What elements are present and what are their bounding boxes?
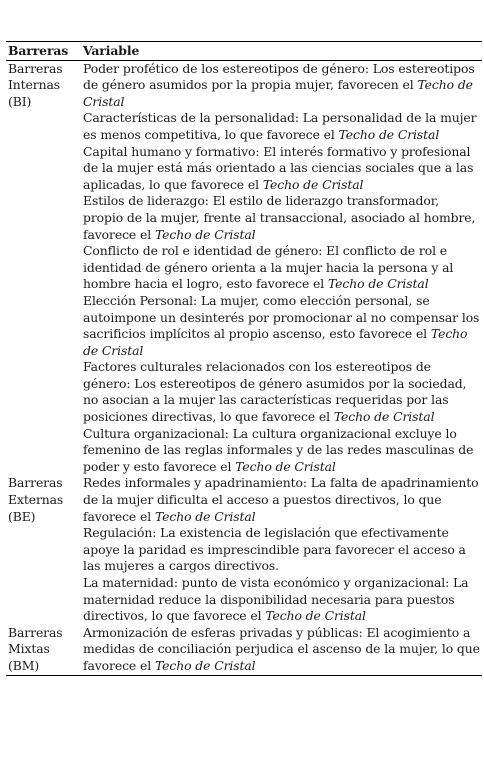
table-header [6,42,482,61]
techo-de-cristal-emphasis: Techo de Cristal [154,657,256,673]
techo-de-cristal-emphasis: Techo de Cristal [338,126,440,142]
variable-description [81,426,482,476]
variable-description [81,193,482,243]
variable-text: Elección Personal: La mujer, como elección personal, se autoimpone un desinterés por promocionar al no compensar los sacrificios implícitos al propio ascenso, esto favorece el [83,292,480,342]
variable-text: Conflicto de rol e identidad de género: El conflicto de rol e identidad de género orienta a la mujer hacia la persona y al hombre hacia el logro, esto favorece el [83,243,454,292]
variable-text: Poder profético de los estereotipos de género: Los estereotipos de género asumidos por la propia mujer, favorecen el [83,60,475,93]
variable-description [81,60,482,110]
techo-de-cristal-emphasis: Techo de Cristal [83,77,473,109]
variable-description [81,575,482,625]
techo-de-cristal-emphasis: Techo de Cristal [83,326,468,358]
variable-text: Características de la personalidad: La personalidad de la mujer es menos competitiva, lo que favorece el [83,110,477,142]
header-row [6,42,482,61]
variable-text: Cultura organizacional: La cultura organizacional excluye lo femenino de las reglas informales y de las redes masculinas de poder y esto favorece el [83,425,474,474]
variable-text: Estilos de liderazgo: El estilo de liderazgo transformador, propio de la mujer, frente al transaccional, asociado al hombre, favorece el [83,193,476,242]
variable-text: La maternidad: punto de vista económico y organizacional: La maternidad reduce la disponibilidad necesaria para puestos directivos, lo que favorece el [83,575,469,624]
techo-de-cristal-emphasis: Techo de Cristal [154,226,256,242]
table-row [6,475,482,525]
variable-description [81,475,482,525]
variable-description [81,625,482,675]
variable-description [81,293,482,359]
variable-description [81,359,482,425]
variable-text: Regulación: La existencia de legislación que efectivamente apoye la paridad es imprescindible para favorecer el acceso a las mujeres a cargos directivos. [83,525,466,574]
techo-de-cristal-emphasis: Techo de Cristal [262,176,364,192]
header-variable: Variable [83,43,140,58]
variable-description [81,525,482,575]
variable-text: Redes informales y apadrinamiento: La falta de apadrinamiento de la mujer dificulta el acceso a puestos directivos, lo que favorece el [83,475,479,524]
techo-de-cristal-emphasis: Techo de Cristal [265,608,366,624]
techo-de-cristal-emphasis: Techo de Cristal [333,409,435,425]
techo-de-cristal-emphasis: Techo de Cristal [327,276,429,292]
table-row [6,60,482,110]
barrier-category: Barreras Externas (BE) [8,475,64,524]
variable-text: Armonización de esferas privadas y públicas: El acogimiento a medidas de conciliación perjudica el ascenso de la mujer, lo que favorece el [83,624,480,673]
table-row [6,625,482,675]
document-page [6,41,482,676]
barrier-category: Barreras Mixtas (BM) [6,625,81,675]
variable-description [81,110,482,143]
techo-de-cristal-emphasis: Techo de Cristal [235,458,336,474]
variable-description [81,243,482,293]
barriers-table [6,41,482,676]
techo-de-cristal-emphasis: Techo de Cristal [154,508,256,524]
header-barreras: Barreras [8,43,69,58]
variable-text: Factores culturales relacionados con los estereotipos de género: Los estereotipos de género asumidos por la sociedad, no asocian a la mujer las características requeridas por las posiciones directivas, lo que favorece el [83,359,467,425]
table-body [6,60,482,675]
variable-text: Capital humano y formativo: El interés formativo y profesional de la mujer está más orientado a las ciencias sociales que a las aplicadas, lo que favorece el [83,143,474,192]
barrier-category: Barreras Internas (BI) [8,60,63,109]
variable-description [81,144,482,194]
